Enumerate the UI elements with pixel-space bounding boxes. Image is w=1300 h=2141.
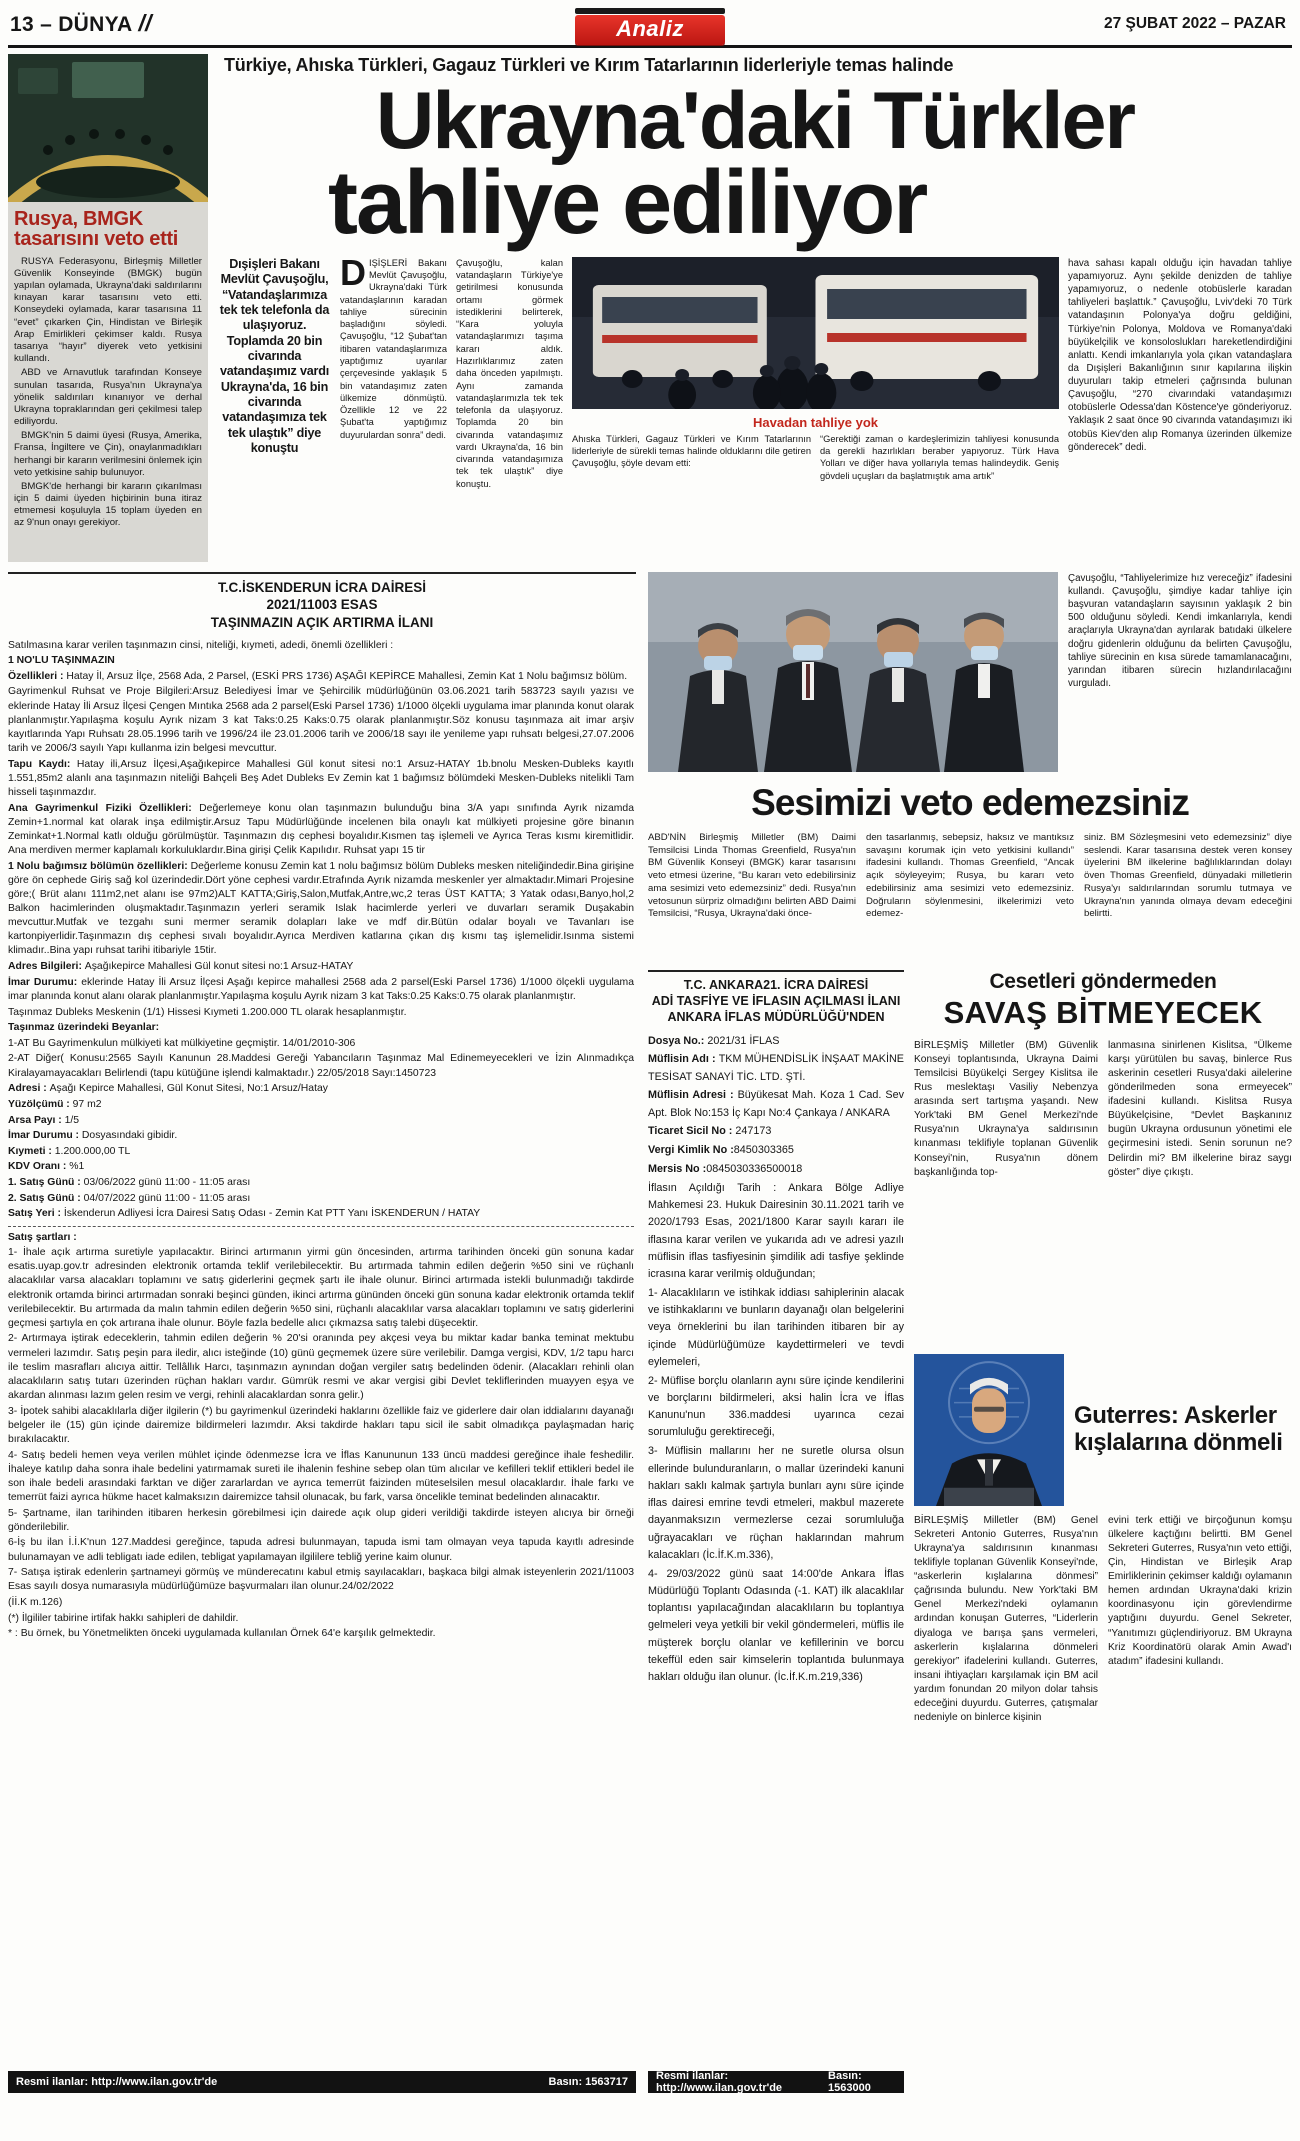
auction-title: TAŞINMAZIN AÇIK ARTIRMA İLANI: [210, 614, 434, 630]
photo-row: [648, 572, 1292, 772]
top-band: [8, 48, 1292, 562]
veto-column: den tasarlanmış, sebepsiz, haksız ve mantıksız savaşını korumak için veto yetkisini kullandı” ifadesini kullandı. Thomas Greenfield, “Ancak açık söyleyeyim; Rusya, bu kararı veto edebilirsiniz ama sesimizi veto edemezsiniz. Doğruların söylenmesini, ilkelerimizi veto edemez-: [866, 831, 1074, 920]
legal-field: KDV Oranı : %1: [8, 1161, 85, 1173]
bankruptcy-notice: [648, 970, 904, 2135]
official-ads-url: Resmi ilanlar: http://www.ilan.gov.tr'de: [656, 2070, 783, 2094]
veto-headline: Sesimizi veto edemezsiniz: [751, 781, 1189, 823]
legal-paragraph: Adres Bilgileri: Aşağıkepirce Mahallesi Gül konut sitesi no:1 Arsuz-HATAY: [8, 961, 354, 973]
spacer: [648, 2093, 904, 2135]
lead-story-columns: [218, 257, 1292, 562]
left-story-paragraph: RUSYA Federasyonu, Birleşmiş Milletler Güvenlik Konseyinde (BMGK) bugün yapılan oylamada, Ukrayna'daki saldırılarını kınayan karar tasarısını veto etti. Konseydeki oylamada, karar tasarısına 11 “evet” çıkarken Çin, Hindistan ve Birleşik Arap Emirlikleri çekimser kaldı. Rusya tasarıya “hayır” diyerek veto yetkisini kullandı.: [14, 255, 202, 365]
bankruptcy-title-1: ADİ TASFİYE VE İFLASIN AÇILMASI İLANI: [651, 994, 901, 1009]
legal-field: Yüzölçümü : 97 m2: [8, 1098, 102, 1110]
guterres-photo: [914, 1354, 1064, 1506]
legal-field: Adresi : Aşağı Kepirce Mahallesi, Gül Konut Sitesi, No:1 Arsuz/Hatay: [8, 1083, 328, 1095]
issue-date: 27 ŞUBAT 2022 – PAZAR: [1103, 14, 1286, 32]
bottom-zone: [8, 572, 1292, 2135]
legal-term: 2- Artırmaya iştirak edeceklerin, tahmin edilen değerin % 20'si oranında pey akçesi veya bu miktar kadar banka teminat mektubu vermeleri lazımdır. Satış peşin para iledir, alıcı isteğinde (10) günü geçmemek üzere süre verilebilir. Damga vergisi, KDV, 1/2 tapu harcı ile teslim masrafları alıcıya aittir. Tellâllık Harcı, taşınmazın aynından doğan vergiler satış bedelinden ödenir. (Alacakları rehinli olan alacaklıların satış tutarı üzerinden rüçhan hakları vardır. Gümrük resmi ve akar vergisi gibi Devlet tekliflerinden muayyen eşya ve akardan alınması lazım gelen resim ve vergi, rehinli alacaklardan sonra gelir.): [8, 1333, 634, 1402]
official-ads-bar-right: [648, 2071, 904, 2093]
guterres-column: BİRLEŞMİŞ Milletler (BM) Genel Sekreteri Antonio Guterres, Rusya'nın Ukrayna'ya saldırısının kınanması teklifiyle toplanan Güvenlik Konseyi'nde, “askerlerin kışlalarına dönmesi” çağrısında bulundu. New York'taki BM Genel Merkezi'ndeki oylamanın ardından konuşan Guterres, “Liderlerin diyaloga ve barışa şans vermeleri, askerlerin kışlalarına dönmeleri gerekiyor” ifadelerini kullandı. Guterres, insani ihtiyaçları karşılamak için BM acil yardım fonundan 20 milyon dolar tahsis edeceğini duyurdu. Guterres, çatışmalar nedeniyle on binlerce kişinin: [914, 1514, 1098, 1723]
left-story-paragraph: BMGK'de herhangi bir kararın çıkarılması için 5 daimi üyeden hiçbirinin buna itiraz etmemesi koşuluyla 15 toplam üyeden en az 9'nun onayı gerekiyor.: [14, 480, 202, 529]
lead-headline-line1: Ukrayna'daki Türkler: [375, 76, 1135, 166]
legal-paragraph: 1 NO'LU TAŞINMAZIN: [8, 655, 115, 667]
left-story: [8, 54, 208, 562]
legal-field: Vergi Kimlik No :8450303365: [648, 1144, 794, 1157]
savas-column: lanmasına sinirlenen Kislitsa, “Ülkeme karşı yürütülen bu savaş, binlerce Rus askerinin cesetleri Rusya'daki ailelerine gönderilmeden sona ermeyecek” ifadesini kullandı. Kislitsa Rusya Büyükelçisine, “Devlet Başkanınız bugün Ukrayna ordusunun yönetimi ele geçirmesini istedi. Senin sorunun ne? Delirdin mi? BM ilkelerine biraz saygı göster” diye çıkıştı.: [1108, 1039, 1292, 1178]
left-story-body: [8, 254, 208, 538]
left-story-paragraph: ABD ve Arnavutluk tarafından Konseye sunulan tasarıda, Rusya'nın Ukrayna'ya yönelik saldırıları kınanıyor ve derhal Ukrayna topraklarından geri çekilmesi talep ediliyordu.: [14, 367, 202, 428]
press-number: Basın: 1563717: [548, 2076, 628, 2088]
lead-mid-column: “Gerektiği zaman o kardeşlerimizin tahliyesi konusunda da gerekli hazırlıkları beraber yapıyoruz. Türk Hava Yolları ve diğer hava yollarıyla temas halindeydik. Geniş gövdeli uçuşları da başlatmıştık ama artık”: [820, 433, 1059, 481]
official-ads-url: Resmi ilanlar: http://www.ilan.gov.tr'de: [16, 2076, 218, 2088]
veto-column: ABD'NİN Birleşmiş Milletler (BM) Daimi Temsilcisi Linda Thomas Greenfield, Rusya'nın BM Güvenlik Konseyi (BMGK) karar tasarısını veto etmesi üzerine, “Bu kararı veto edebilirsiniz ama sesimizi veto edemezsiniz” dedi. Rusya'nın vetosunun sürpriz olmadığını belirten ABD Daimi Temsilcisi, “Rusya, Ukrayna'daki önce-: [648, 831, 856, 920]
masthead: [8, 6, 1292, 48]
logo-top-strip: [575, 8, 725, 14]
double-slash-icon: //: [138, 10, 152, 36]
legal-paragraph: 2-AT Diğer( Konusu:2565 Sayılı Kanunun 28.Maddesi Gereği Yabancıların Taşınmaz Mal Edinemeyecekleri ve İzin Alınmadıkça Kiralayamayacakları Belirlendi (tapu kütüğüne işlendi kalmaktadır.) 22/05/2018 Sayı:1450723: [8, 1053, 634, 1079]
legal-paragraph: 1-AT Bu Gayrimenkulun mülkiyeti kat mülkiyetine geçmiştir. 14/01/2010-306: [8, 1037, 356, 1049]
auction-paragraphs: [8, 639, 634, 1081]
savas-kicker: Cesetleri göndermeden: [989, 969, 1217, 993]
right-zone: [648, 572, 1292, 2135]
lead-body-column-1: DIŞİŞLERİ Bakanı Mevlüt Çavuşoğlu, Ukrayna'daki Türk vatandaşlarının karadan tahliye sürecinin başladığını söyledi. Çavuşoğlu, “12 Şubat'tan itibaren vatandaşlarımıza yaptığımız uyarılar çerçevesinde yaklaşık 5 bin vatandaşımız zaten ülkemize dönmüştü. Özellikle 12 ve 22 Şubat'ta yaptığımız duyurulardan sonra” dedi.: [340, 256, 447, 440]
logo-wordmark: Analiz: [575, 15, 725, 45]
bankruptcy-fields: [648, 1033, 904, 1179]
savas-column: BİRLEŞMİŞ Milletler (BM) Güvenlik Konseyi toplantısında, Ukrayna Daimi Temsilcisi Büyükelçi Sergey Kislitsa ile Rus meslektaşı Vasiliy Nebenzya arasında sert tartışma yaşandı. New York'taki BM Genel Merkezi'nde Rusya'nın Ukrayna'ya saldırısının kınanması teklifiyle toplanan Güvenlik Konseyi'nin, Rusya'nın dönem başkanlığında top-: [914, 1039, 1098, 1178]
subhead-havadan: Havadan tahliye yok: [753, 414, 878, 430]
legal-term: 6-İş bu ilan İ.İ.K'nun 127.Maddesi gereğince, tapuda adresi bulunmayan, tapuda ismi tam olmayan veya tapuda kayıtlı adresinde bulunamayan ve adli tebligatı iade edilen, tebligat yapılamayan ilgililere tebliğ yerine kaim olunur.: [8, 1537, 634, 1563]
legal-field: 2. Satış Günü : 04/07/2022 günü 11:00 - 11:05 arası: [8, 1192, 251, 1204]
legal-paragraph: Özellikleri : Hatay İl, Arsuz İlçe, 2568 Ada, 2 Parsel, (ESKİ PRS 1736) AŞAĞI KEPİRCE Mahallesi, Zemin Kat 1 Nolu bağımsız bölüm.: [8, 670, 628, 682]
legal-paragraph: İflasın Açıldığı Tarih : Ankara Bölge Adliye Mahkemesi 23. Hukuk Dairesinin 30.11.2021 tarih ve 2020/1793 Esas, 2021/1800 Karar sayılı kararı ile iflasına karar verilen ve yukarıda adı ve adresi yazılı müflisin iflas tasfiyesinin şimdilik adi tasfiye şeklinde icrasına karar verilmiş olduğundan;: [648, 1181, 904, 1281]
legal-field: Mersis No :0845030336500018: [648, 1162, 803, 1175]
section-label: 13 – DÜNYA: [10, 13, 133, 36]
legal-notes: [8, 1596, 634, 1641]
legal-field: Ticaret Sicil No : 247173: [648, 1125, 772, 1138]
legal-paragraph: 2- Müflise borçlu olanların aynı süre içinde kendilerini ve borçlarını bildirmeleri, aksi halin İcra ve İflas Kanunu'nun 336.maddesi uyarınca cezai sorumluluğu gerektireceği,: [648, 1374, 904, 1439]
bankruptcy-notice-header: [648, 972, 904, 1033]
legal-field: Satış Yeri : İskenderun Adliyesi İcra Dairesi Satış Odası - Zemin Kat PTT Yanı İSKENDERUN / HATAY: [8, 1208, 481, 1220]
sales-terms-label: Satış şartları :: [8, 1231, 77, 1243]
legal-note: (İİ.K m.126): [8, 1597, 63, 1609]
lead-kicker: Türkiye, Ahıska Türkleri, Gagauz Türkleri ve Kırım Tatarlarının liderleriyle temas halinde: [224, 55, 954, 75]
legal-field: Kıymeti : 1.200.000,00 TL: [8, 1145, 131, 1157]
legal-term: 5- Şartname, ilan tarihinden itibaren herkesin görebilmesi için dairede açık olup gideri verildiği takdirde isteyen alıcıya bir örneği gönderilebilir.: [8, 1507, 634, 1533]
legal-paragraph: Tapu Kaydı: Hatay ili,Arsuz İlçesi,Aşağıkepirce Mahallesi Gül konut sitesi no:1 Arsuz-HATAY 1b.bnolu Mesken-Dubleks kayıtlı 1.551,85m2 alanlı ana taşınmazın niteliği Bahçeli Beş Adet Dubleks Ev Zemin kat 1 bağımsız bölümdeki Mesken-Dubleks nitelikli Tam hisseli taşınmazdır.: [8, 758, 635, 798]
drop-cap: D: [340, 256, 366, 293]
lead-right-column: hava sahası kapalı olduğu için havadan tahliye yapamıyoruz. Aynı şekilde denizden de tahliye yapamıyoruz, o nedenle otobüslerle karadan tahliyeleri başlattık.” Çavuşoğlu, Lviv'deki 70 Türk vatandaşının Polonya'ya doğru geldiğini, Türkiye'nin Polonya, Moldova ve Romanya'daki büyükelçilik ve konsoloslukları hareketlendirdiğini anlattı. Kendi imkanlarıyla yola çıkan vatandaşlara da Dışişleri Bakanlığının sınır kapılarına ilişkin duyuruları takip etmeleri çağrısında bulunan Çavuşoğlu, “270 civarındaki vatandaşımızı otobüslerle Odessa'dan Köstence'ye gönderiyoruz. Yaklaşık 2 saat önce 90 civarında vatandaşımızı iki otobüs Kiev'den alıp Romanya üzerinden ülkemize gönderecek” dedi.: [1068, 257, 1292, 453]
legal-term: 3- İpotek sahibi alacaklılarla diğer ilgilerin (*) bu gayrimenkul üzerindeki haklarını özellikle faiz ve giderlere dair olan iddialarını dayanağı belgeler ile (15) gün içinde dairemize bildirmeleri lazımdır. Aksi takdirde hakları tapu sicil ile sabit olmadıkça paylaşmadan hariç bırakılacaktır.: [8, 1405, 634, 1445]
savas-headline: SAVAŞ BİTMEYECEK: [943, 994, 1263, 1030]
auction-notice: [8, 572, 636, 2135]
legal-field: Müflisin Adresi : Büyükesat Mah. Koza 1 Cad. Sev Apt. Blok No:153 İç Kapı No:4 Çankaya / ANKARA: [648, 1089, 904, 1119]
page-number-label: [10, 10, 152, 37]
auction-notice-body: [8, 639, 636, 2071]
guterres-columns: [914, 1514, 1292, 2135]
lead-tail-column: Çavuşoğlu, “Tahliyelerimize hız vereceğiz” ifadesini kullandı. Çavuşoğlu, şimdiye kadar tahliye için başvuran vatandaşların sayısının yaklaşık 2 bin 500 olduğunu söyledi. Kendi imkanlarıyla, kendi araçlarıyla Ukrayna'dan ayrılarak batıdaki ülkelere doğru gidenlerin olduğunu da belirten Çavuşoğlu, tahliye sürecinin en kısa sürede tamamlanacağını, yarından itibaren sürecin hızlandırılacağını vurguladı.: [1068, 572, 1292, 689]
cavusoglu-delegation-photo: [648, 572, 1058, 772]
veto-column: siniz. BM Sözleşmesini veto edemezsiniz” diye seslendi. Karar tasarısına destek veren konsey üyelerini BM ilkelerine bağlılıklarından dolayı öven Thomas Greenfield, dünyadaki milletlerin Rusya'yı saldırılarından sorumlu tutmaya ve Ukrayna'nın yanında olmaya devam edeceğini belirtti.: [1084, 831, 1292, 920]
auction-case-no: 2021/11003 ESAS: [266, 597, 378, 613]
legal-field: Müflisin Adı : TKM MÜHENDİSLİK İNŞAAT MAKİNE TESİSAT SANAYİ TİC. LTD. ŞTİ.: [648, 1053, 904, 1083]
lead-headline-line2: tahliye ediliyor: [328, 153, 927, 254]
un-security-council-photo: [8, 54, 208, 202]
legal-paragraph: Gayrimenkul Ruhsat ve Proje Bilgileri:Arsuz Belediyesi İmar ve Şehircilik müdürlüğünün 03.06.2021 tarih 583723 sayılı yazısı ve eklerinde Hatay İli Arsuz İlçesi Çengen Mıntıka 2568 ada 2 parsel(Eski Parsel 1736) 1/1000 ölçekli uygulama imar planında konut olarak planlanmıştır.Yapılaşma koşulu Ayrık nizam 3 kat Taks:0.25 Kaks:0.75 olarak planlanmıştır.Söz konusu taşınmaza ait imar arşiv kayıtlarında Yapı Ruhsatı 28.05.1996 tarih ve 1996/24 ile 23.01.2006 tarih ve 2006/18 sayı ile yenileme yapı ruhsatı belgesi,27.07.2006 tarih ve 2006/3 sayılı Yapı kullanma izin belgesi mevcuttur.: [8, 686, 634, 754]
guterres-headline: Guterres: Askerler kışlalarına dönmeli: [1074, 1402, 1283, 1456]
legal-paragraph: İmar Durumu: eklerinde Hatay İli Arsuz İlçesi Aşağı kepirce mahallesi 2568 ada 2 parsel(Eski Parsel 1736) 1/1000 ölçekli uygulama imar planında konut alanı olarak planlanmıştır.Yapılaşma koşulu Ayrık nizam 3 kat Taks:0.25 Kaks:0.75 olarak planlanmıştır.: [8, 976, 634, 1002]
guterres-column: evini terk ettiği ve birçoğunun komşu ülkelere kaçtığını belirtti. BM Genel Sekreteri Guterres, Rusya'nın veto ettiği, Çin, Hindistan ve Birleşik Arap Emirliklerinin çekimser kaldığı oylamanın hemen ardından Ukrayna'daki krizin koordinasyonu için görevlendirme yaptığını duyurdu. Genel Sekreter, “Yanıtımızı güçlendiriyoruz. BM Ukrayna Kriz Koordinatörü olarak Amin Awad'ı atadım” ifadesini kullandı.: [1108, 1514, 1292, 1667]
legal-paragraph: 1 Nolu bağımsız bölümün özellikleri: Değerleme konusu Zemin kat 1 nolu bağımsız bölüm Dubleks mesken niteliğindedir.Bina girişine göre ön cephede Giriş sağ kol üzerindedir.Dört yöne cephesi vardır.Etrafında Ayrık nizamda meskenler yer almaktadır.Mimari Projesine göre;( Brüt alanı 111m2,net alanı ise 97m2)ALT KATTA;Giriş,Salon,Mutfak,Antre,wc,2 teras ÜST KATTA; 3 Yatak odası,Banyo,hol,2 Balkon hacimlerinden oluşmaktadır.Taşınmazın yerleri seramik Islak hacimlerde yerleri ve duvarları seramik Duşakabin mevcuttur.Mutfak ve tezgahı suni mermer seramik dolapları lake ve mdf dir.Bütün odalar boyalı ve Tavanları ise kartonpiyerlidir.Taşınmazın dış cephesi sıvalı boyalıdır.Ayrıca Merdiven katlarına çıkan dış kısmı taş işlemelidir.Isınma sistemi klimadır..Bina yapı ruhsat tarihi itibariyle 15tir.: [8, 860, 635, 957]
legal-paragraph: Taşınmaz Dubleks Meskenin (1/1) Hissesi Kıymeti 1.200.000 TL olarak hesaplanmıştır.: [8, 1006, 407, 1018]
bankruptcy-paragraphs: [648, 1180, 904, 1687]
legal-field: İmar Durumu : Dosyasındaki gibidir.: [8, 1130, 178, 1142]
bankruptcy-title-2: ANKARA İFLAS MÜDÜRLÜĞÜ'NDEN: [667, 1010, 885, 1025]
veto-columns: [648, 832, 1292, 960]
lead-body-column-2: Çavuşoğlu, kalan vatandaşların Türkiye'ye getirilmesi konusunda ortamı görmek istediklerini belirterek, “Kara yoluyla vatandaşlarımızı taşıma kararı aldık. Hazırlıklarımız zaten daha önceden yapılmıştı. Aynı zamanda vatandaşlarımızla tek tek telefonla da ulaşıyoruz. Toplamda 20 bin civarında vatandaşımız vardı Ukrayna'da, 16 bin civarında vatandaşımıza tek tek ulaştık” diye konuştu.: [456, 257, 563, 489]
auction-notice-header: [8, 574, 636, 639]
divider: [8, 1226, 634, 1227]
bankruptcy-court: T.C. ANKARA21. İCRA DAİRESİ: [683, 977, 869, 992]
savas-columns: [914, 1039, 1292, 1344]
legal-note: (*) İlgililer tabirine irtifak hakkı sahipleri de dahildir.: [8, 1612, 239, 1624]
legal-paragraph: 1- Alacaklıların ve istihkak iddiası sahiplerinin alacak ve istihkaklarını ve bunların dayanağı olan belgelerini veya örneklerini bu ilan tarihinden itibaren bir ay içinde Müdürlüğümüze kaydettirmeleri ve tevdi eylemeleri,: [648, 1286, 904, 1368]
legal-field: Dosya No.: 2021/31 İFLAS: [648, 1034, 780, 1047]
legal-note: * : Bu örnek, bu Yönetmelikten önceki uygulamada kullanılan Örnek 64'e karşılık gelmektedir.: [8, 1628, 436, 1640]
legal-term: 1- İhale açık artırma suretiyle yapılacaktır. Birinci artırmanın yirmi gün öncesinden, artırma tarihinden önceki gün sonuna kadar esatis.uyap.gov.tr adresinden elektronik ortamda teklif verilebilecektir. Bu artırmada tahmin edilen değerin %50 sini ve rüçhanlı alacaklılar varsa alacakları toplamını ve satış giderlerini geçmek şartı ile ihale olunur. Birinci artırmada istekli bulunmadığı takdirde elektronik ortamda birinci artırmadan sonraki beşinci günden, ikinci artırma gününden önceki gün sonuna kadar elektronik ortamda teklif verilebilecektir. Bu artırmada da malın tahmin edilen değerin %50 sini, rüçhanlı alacaklılar varsa alacakları toplamını ve satış giderlerini geçmesi şartıyla en çok artırana ihale olunur. Böyle fazla bedelle alıcı çıkmazsa satış talebi düşecektir.: [8, 1247, 634, 1329]
legal-paragraph: Ana Gayrimenkul Fiziki Özellikleri: Değerlemeye konu olan taşınmazın bulunduğu bina 3/A yapı sınıfında Ayrık nizamda Zemin+1.normal kat olarak inşa edilmiştir.Arsuz Tapu Müdürlüğünde incelenen bila onaylı kat mülkiyeti projesine göre binanın Zeminkat+1.Normal katlı olduğu görülmüştür. Taşınmazın dış cephesi boyalıdır.Kısmen taş işlemeli ve Ayrıca Teras kısmı kiremitlidir. Ana merdiven mermer kaplamalı korkuluklardır.Bina girişi Çelik Kapılıdır. Ruhsat yapı 15 tir: [8, 802, 634, 856]
sales-terms: [8, 1246, 634, 1594]
pull-quote: Dışişleri Bakanı Mevlüt Çavuşoğlu, “Vatandaşlarımıza tek tek telefonla da ulaşıyoruz. Toplamda 20 bin civarında vatandaşımız vardı Ukrayna'da, 16 bin civarında vatandaşımıza tek tek ulaştık” diye konuştu: [219, 256, 330, 456]
auction-court: T.C.İSKENDERUN İCRA DAİRESİ: [217, 579, 427, 595]
left-story-title: Rusya, BMGK tasarısını veto etti: [14, 208, 179, 251]
lead-mid-block: [572, 257, 1059, 562]
lead-mid-columns: [572, 433, 1059, 562]
legal-paragraph: Satılmasına karar verilen taşınmazın cinsi, niteliği, kıymeti, adedi, önemli özellikleri :: [8, 639, 394, 651]
legal-paragraph: 3- Müflisin mallarını her ne suretle olursa olsun ellerinde bulunduranların, o mallar üzerindeki kanuni hakları saklı kalmak şartıyla bunları aynı süre içinde iflas dairesi emrine tevdi etmeleri, makbul mazerete dayanmaksızın vermezlerse cezai sorumluluğa uğrayacakları ve rüçhan haklarından mahrum kalacakları (İc.İf.K.m.336),: [648, 1445, 904, 1561]
legal-paragraph: Taşınmaz üzerindeki Beyanlar:: [8, 1022, 160, 1034]
left-story-paragraph: BMGK'nin 5 daimi üyesi (Rusya, Amerika, Fransa, İngiltere ve Çin), onaylanmadıkları herhangi bir kararın verilmesini önlemek için veto yetkisine sahip bulunuyor.: [14, 430, 202, 478]
spacer: [8, 2093, 636, 2135]
press-number: Basın: 1563000: [828, 2070, 871, 2094]
lead-story: [218, 54, 1292, 562]
auction-fields: [8, 1082, 634, 1221]
savas-article: [914, 970, 1292, 2135]
legal-term: 7- Satışa iştirak edenlerin şartnameyi görmüş ve münderecatını kabul etmiş sayılacakları, başkaca bilgi almak isteyenlerin 2021/11003 Esas sayılı dosya numarasıyla müdürlüğümüze başvurmaları ilan olunur.24/02/2022: [8, 1567, 634, 1593]
lead-mid-column: Ahıska Türkleri, Gagauz Türkleri ve Kırım Tatarlarının liderleriyle de sürekli temas halinde olduklarını dile getiren Çavuşoğlu, şöyle devam etti:: [572, 433, 811, 469]
newspaper-logo: [575, 8, 725, 45]
bottom-row: [648, 970, 1292, 2135]
legal-field: 1. Satış Günü : 03/06/2022 günü 11:00 - 11:05 arası: [8, 1177, 251, 1189]
legal-paragraph: 4- 29/03/2022 günü saat 14:00'de Ankara İflas Müdürlüğü Toplantı Odasında (-1. KAT) ilk alacaklılar toplantısı yapılacağından alacaklıların bu toplantıya gelmeleri veya yetkili bir vekil göndermeleri, müflis ile müşterek borçlu olanlar ve kefillerinin ve borcu tekeffül eden sair kimselerin toplantıda bulunmaya hakları olduğu ilan olunur. (İc.İf.K.m.219,336): [648, 1567, 904, 1684]
veto-article: [648, 780, 1292, 960]
guterres-article-header: [914, 1354, 1292, 1506]
official-ads-bar-left: [8, 2071, 636, 2093]
evacuation-bus-photo: [572, 257, 1059, 409]
legal-term: 4- Satış bedeli hemen veya verilen mühlet içinde ödenmezse İcra ve İflas Kanununun 133 üncü maddesi gereğince ihale feshedilir. İhaleye katılıp daha sonra ihale bedelini yatırmamak sureti ile ihalenin feshine sebep olan tüm alıcılar ve kefilleri teklif ettikleri bedel ile son ihale bedeli arasındaki farktan ve diğer zararlardan ve ayrıca temerrüt faizinden müteselsilen mesul olacaklardır. İhale farkı ve temerrüt faizi ayrıca hükme hacet kalmaksızın dairemizce tahsil olunacak, bu fark, varsa öncelikle teminat bedelinden alınacaktır.: [8, 1449, 634, 1504]
legal-field: Arsa Payı : 1/5: [8, 1114, 80, 1126]
bankruptcy-notice-body: [648, 1033, 904, 2071]
